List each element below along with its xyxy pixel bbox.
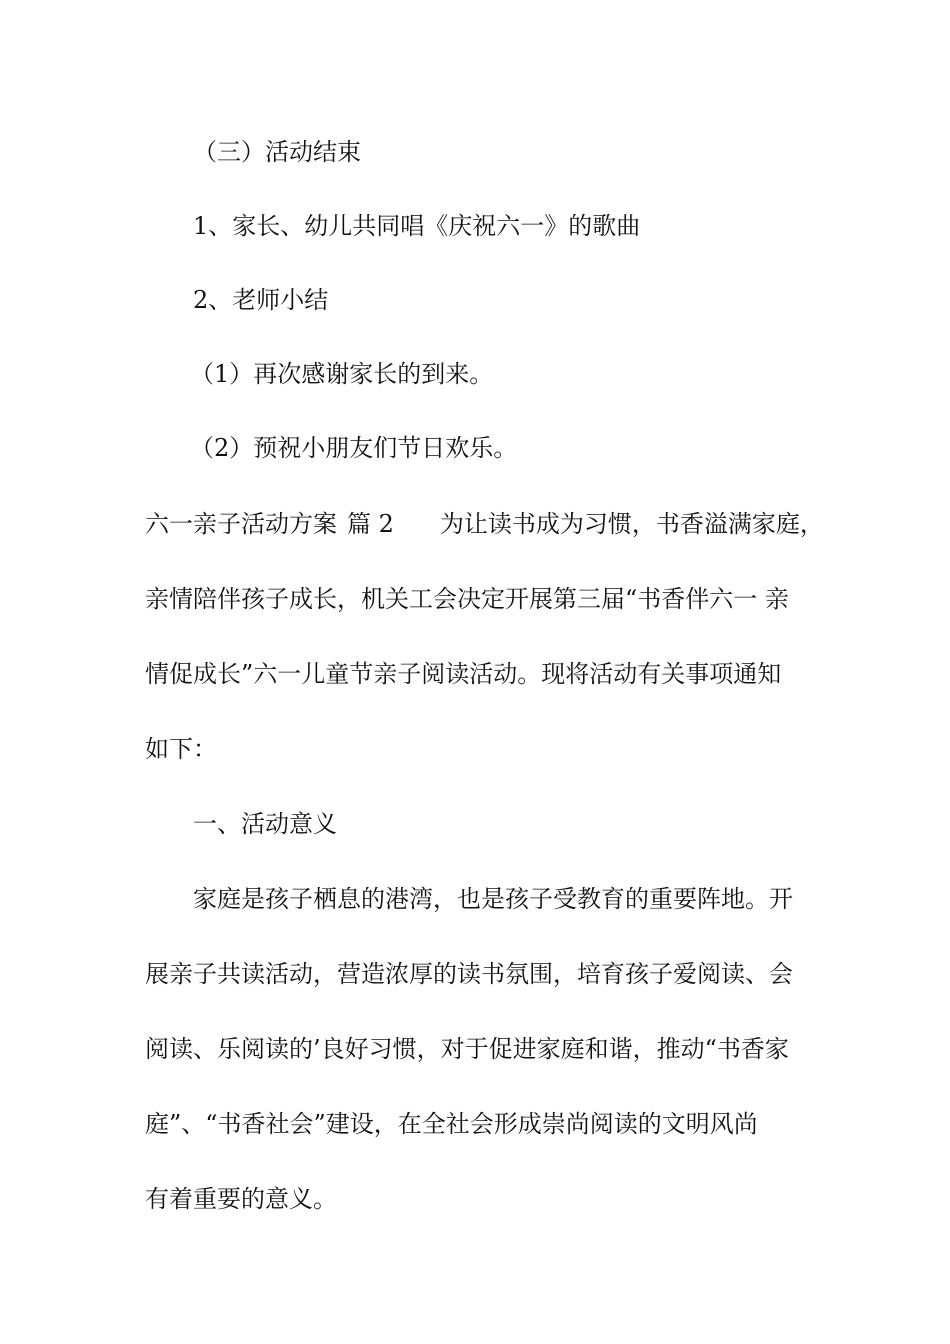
intro-line-4: 如下： [145, 735, 217, 763]
intro-line-1: 为让读书成为习惯，书香溢满家庭， [439, 510, 824, 538]
list-item-teacher-summary: 2、老师小结 [193, 286, 329, 314]
list-item-sing-song: 1、家长、幼儿共同唱《庆祝六一》的歌曲 [193, 212, 641, 240]
plan-title: 六一亲子活动方案 [145, 510, 337, 538]
sub-item-thank-parents: （1）再次感谢家长的到来。 [190, 360, 494, 388]
paragraph-line-2: 展亲子共读活动，营造浓厚的读书氛围，培育孩子爱阅读、会 [145, 960, 793, 988]
sub-item-wish-children: （2）预祝小朋友们节日欢乐。 [190, 434, 518, 462]
section-heading-activity-end: （三）活动结束 [193, 138, 361, 166]
plan-number: 篇 2 [347, 510, 394, 538]
paragraph-line-5: 有着重要的意义。 [145, 1185, 337, 1213]
intro-line-2: 亲情陪伴孩子成长，机关工会决定开展第三届“书香伴六一 亲 [145, 585, 789, 613]
paragraph-line-4: 庭”、“书香社会”建设，在全社会形成崇尚阅读的文明风尚 [145, 1110, 758, 1138]
section-heading-activity-meaning: 一、活动意义 [193, 810, 337, 838]
intro-line-3: 情促成长”六一儿童节亲子阅读活动。现将活动有关事项通知 [145, 660, 782, 688]
plan2-heading-line [145, 508, 835, 540]
paragraph-line-1: 家庭是孩子栖息的港湾，也是孩子受教育的重要阵地。开 [193, 885, 793, 913]
paragraph-line-3: 阅读、乐阅读的’良好习惯，对于促进家庭和谐，推动“书香家 [145, 1035, 789, 1063]
